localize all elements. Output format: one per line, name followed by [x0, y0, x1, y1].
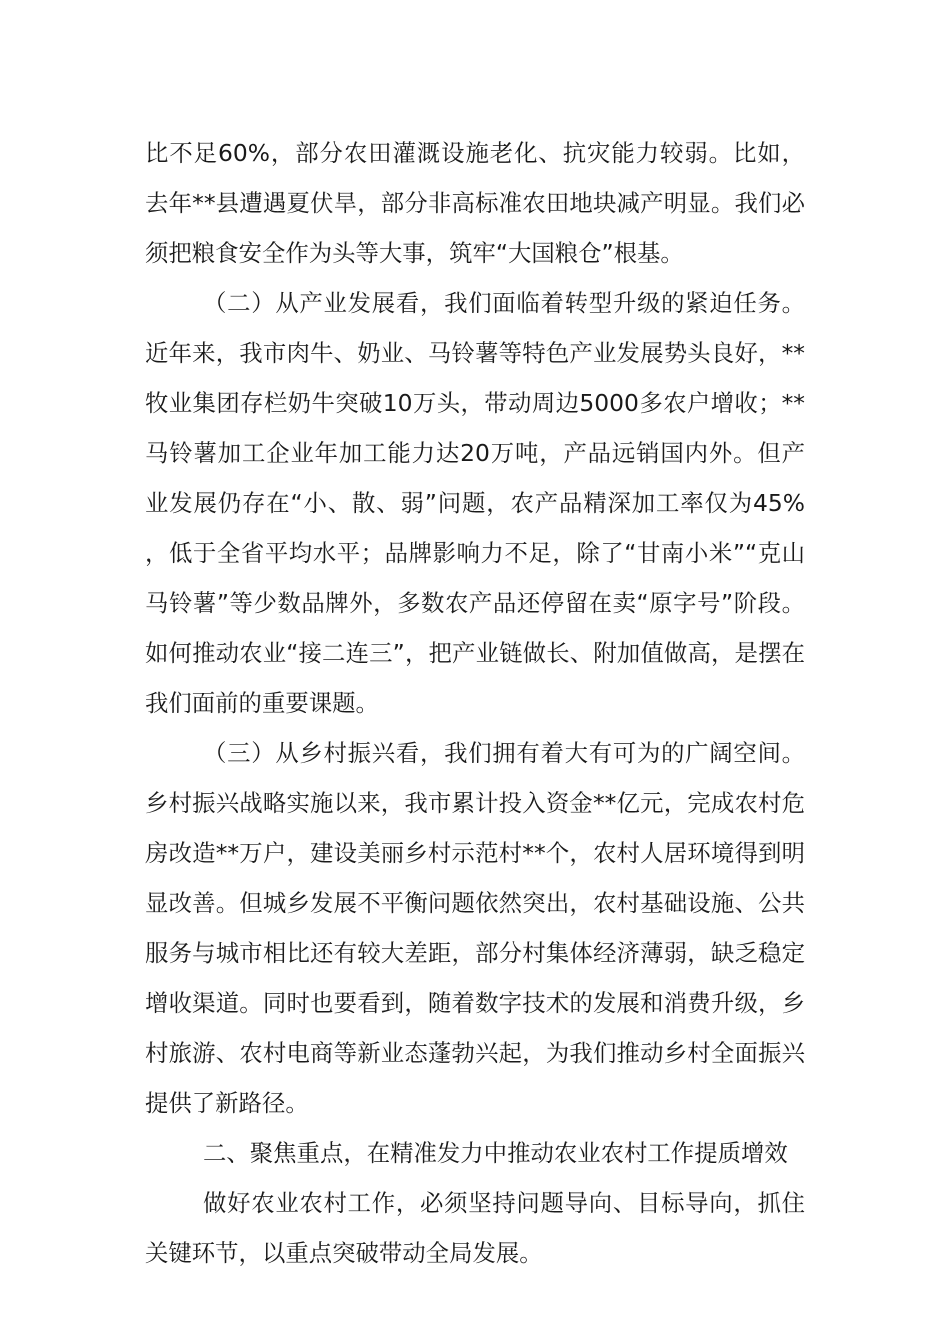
paragraph-industry-development: （二）从产业发展看，我们面临着转型升级的紧迫任务。近年来，我市肉牛、奶业、马铃薯等特色产业发展势头良好，**牧业集团存栏奶牛突破10万头，带动周边5000多农户增收；**马铃薯加工企业年加工能力达20万吨，产品远销国内外。但产业发展仍存在“小、散、弱”问题，农产品精深加工率仅为45%，低于全省平均水平；品牌影响力不足，除了“甘南小米”“克山马铃薯”等少数品牌外，多数农产品还停留在卖“原字号”阶段。如何推动农业“接二连三”，把产业链做长、附加值做高，是摆在我们面前的重要课题。 [145, 289, 805, 717]
paragraph-grain-security-continued: 比不足60%，部分农田灌溉设施老化、抗灾能力较弱。比如，去年**县遭遇夏伏旱，部分非高标准农田地块减产明显。我们必须把粮食安全作为头等大事，筑牢“大国粮仓”根基。 [145, 139, 805, 267]
document-body [145, 128, 805, 1278]
paragraph-focus-intro: 做好农业农村工作，必须坚持问题导向、目标导向，抓住关键环节，以重点突破带动全局发展。 [145, 1189, 805, 1267]
paragraph-rural-revitalization: （三）从乡村振兴看，我们拥有着大有可为的广阔空间。乡村振兴战略实施以来，我市累计投入资金**亿元，完成农村危房改造**万户，建设美丽乡村示范村**个，农村人居环境得到明显改善。但城乡发展不平衡问题依然突出，农村基础设施、公共服务与城市相比还有较大差距，部分村集体经济薄弱，缺乏稳定增收渠道。同时也要看到，随着数字技术的发展和消费升级，乡村旅游、农村电商等新业态蓬勃兴起，为我们推动乡村全面振兴提供了新路径。 [145, 739, 805, 1117]
section-heading-two: 二、聚焦重点，在精准发力中推动农业农村工作提质增效 [203, 1139, 788, 1167]
